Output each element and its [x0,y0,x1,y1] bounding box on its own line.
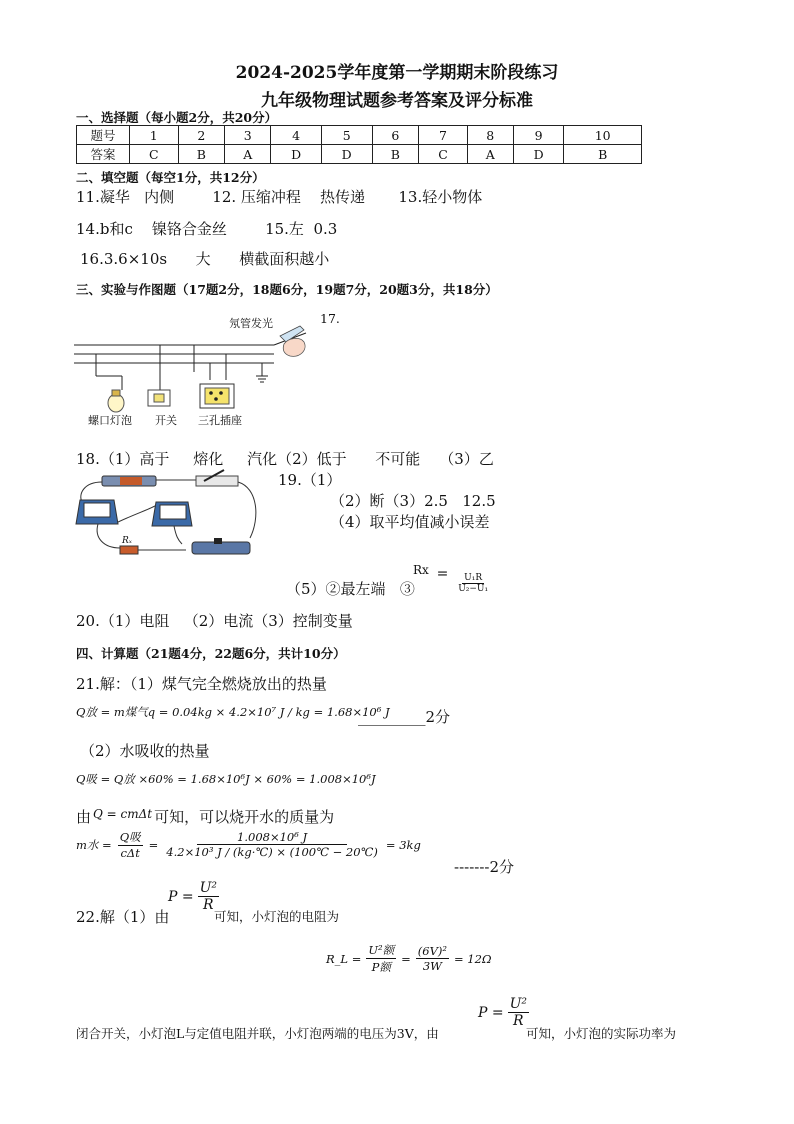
table-cell: C [130,145,179,164]
q21-from: 由 [76,808,92,826]
rl-frac2-num: (6V)² [417,944,448,958]
neon-caption: 氖管发光 [229,317,273,330]
table-cell: 8 [467,126,513,145]
q21-equation2: Q吸 = Q放 ×60% = 1.68×10⁶J × 60% = 1.008×10⁶J [76,772,376,786]
q18-answer: 18.（1）高于 熔化 汽化（2）低于 不可能 （3）乙 [76,450,494,468]
switch-caption: 开关 [155,414,177,427]
table-cell: 2 [178,126,225,145]
section1-heading: 一、选择题（每小题2分，共20分） [76,110,278,125]
power-lhs: P = [478,1004,504,1021]
fill-answers-line3: 16.3.6×10s 大 横截面积越小 [80,250,330,268]
row-label-answer: 答案 [77,145,130,164]
table-cell: 5 [321,126,372,145]
frac2-num: 1.008×10⁶ J [197,830,347,845]
q22-power-formula-2 [478,996,529,1029]
formula-eq: = [436,566,449,582]
q22-last-line-b: 可知，小灯泡的实际功率为 [526,1026,677,1041]
formula-lhs: Rx [413,563,429,577]
frac2-den: 4.2×10³ J / (kg·℃) × (100℃ − 20℃) [166,845,378,859]
table-cell: 3 [225,126,271,145]
test-pen-hand-icon [274,322,310,362]
q19-circuit-diagram [74,468,284,570]
q21-score2: -------2分 [454,858,515,876]
table-row-questions [77,126,642,145]
q21-eq3-frac2 [164,830,380,859]
table-cell: D [513,145,564,164]
table-cell: A [467,145,513,164]
rl-frac2 [416,944,449,973]
bulb-caption: 螺口灯泡 [88,414,132,427]
rx-label: Rₓ [122,536,132,546]
power-num: U² [509,996,528,1012]
table-cell: A [225,145,271,164]
formula-fraction [456,573,490,594]
q22-last-line-a: 闭合开关，小灯泡L与定值电阻并联，小灯泡两端的电压为3V，由 [76,1026,439,1041]
power-num: U² [199,880,218,896]
q22-resistance-eq [326,942,491,975]
table-cell: D [321,145,372,164]
rl-frac1-den: P额 [371,960,391,974]
q19-part4: （4）取平均值减小误差 [330,513,490,531]
q21-from-tail: 可知，可以烧开水的质量为 [154,808,335,826]
q22-power-formula [168,880,219,913]
table-cell: 1 [130,126,179,145]
power-den: R [513,1013,524,1029]
q22-prefix: 22.解（1）由 [76,908,170,926]
q19-part2-3: （2）断（3）2.5 12.5 [330,492,496,510]
q21-formula: Q = cmΔt [93,807,153,821]
formula-denominator: U₂−U₁ [458,584,489,594]
q19-part5: （5）②最左端 ③ [286,580,415,598]
power-lhs: P = [168,888,194,905]
table-cell: C [419,145,468,164]
table-cell: B [372,145,419,164]
q20-answer: 20.（1）电阻 （2）电流（3）控制变量 [76,612,353,630]
q21-eq3-lhs: m水 = [76,837,112,852]
q21-part2: （2）水吸收的热量 [80,742,210,760]
doc-title-line1: 2024-2025学年度第一学期期末阶段练习 [235,63,559,83]
table-cell: 6 [372,126,419,145]
table-cell: B [178,145,225,164]
q19-formula [413,563,490,594]
fill-answers-line1: 11.凝华 内侧 12. 压缩冲程 热传递 13.轻小物体 [76,188,483,206]
table-cell: B [564,145,642,164]
table-cell: D [271,145,322,164]
rl-frac2-den: 3W [422,959,442,973]
rl-frac1 [366,942,396,975]
q17-label: 17. [320,311,340,326]
fill-answers-line2: 14.b和c 镍铬合金丝 15.左 0.3 [76,220,338,238]
doc-title-line2: 九年级物理试题参考答案及评分标准 [261,91,533,111]
q21-title: 21.解：（1）煤气完全燃烧放出的热量 [76,675,327,693]
row-label-question: 题号 [77,126,130,145]
q21-equation3 [76,829,421,860]
section4-heading: 四、计算题（21题4分，22题6分，共计10分） [76,646,346,661]
section2-heading: 二、填空题（每空1分，共12分） [76,170,265,185]
table-row-answers [77,145,642,164]
q21-from-line [76,806,334,827]
table-cell: 4 [271,126,322,145]
frac1-num: Q吸 [119,830,141,844]
section3-heading: 三、实验与作图题（17题2分，18题6分，19题7分，20题3分，共18分） [76,282,498,297]
frac1-den: cΔt [120,846,140,860]
q21-eq3-result: = 3kg [385,837,421,852]
eq-sign: = [148,837,159,852]
rl-result: = 12Ω [454,951,492,966]
table-cell: 9 [513,126,564,145]
power-den: R [203,897,214,913]
rl-frac1-num: U²额 [368,943,395,957]
answer-table [76,125,642,164]
q21-eq3-frac1 [118,829,143,860]
socket-caption: 三孔插座 [198,414,242,427]
table-cell: 10 [564,126,642,145]
q19-part1: 19.（1） [278,471,342,489]
q22-tail: 可知，小灯泡的电阻为 [214,909,340,924]
eq-sign: = [401,951,411,966]
q21-equation1: Q放 = m煤气q = 0.04kg × 4.2×10⁷ J / kg = 1.68×10⁶ J [76,705,390,719]
formula-numerator: U₁R [464,573,483,583]
table-cell: 7 [419,126,468,145]
rl-lhs: R_L = [326,951,362,966]
q21-score1: _________2分 [358,708,451,726]
